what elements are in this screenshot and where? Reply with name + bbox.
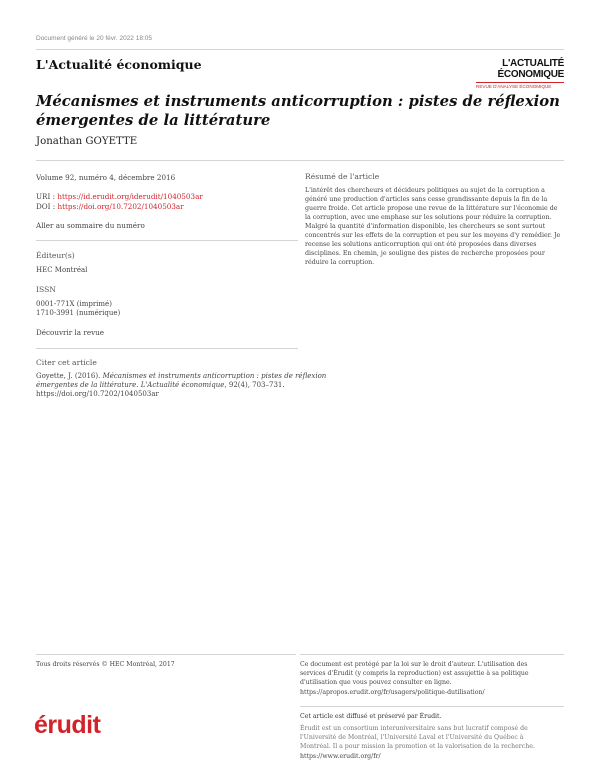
left-divider-1: [36, 240, 298, 241]
author-divider: [36, 160, 564, 161]
article-title-line2: émergentes de la littérature: [36, 112, 271, 129]
abstract-heading: Résumé de l'article: [305, 172, 380, 181]
legal-notice-line: services d'Érudit (y compris la reproduction) est assujettie à sa politique: [300, 670, 529, 677]
doi-label: DOI :: [36, 202, 58, 211]
uri-line: [36, 192, 203, 202]
footer-divider-2-right: [300, 706, 564, 707]
abstract-line: réduire la corruption.: [305, 259, 375, 266]
abstract-line: concentrés sur les effets de la corruption et peu sur les moyens d'y remédier. Je: [305, 232, 561, 239]
article-title: [36, 92, 560, 130]
left-divider-2: [36, 348, 298, 349]
citation: [36, 372, 327, 399]
issn-heading: ISSN: [36, 285, 56, 294]
journal-logo: [476, 58, 564, 90]
uri-label: URI :: [36, 192, 58, 201]
article-author: Jonathan GOYETTE: [36, 136, 138, 147]
journal-name: L'Actualité économique: [36, 57, 202, 72]
citation-line2: émergentes de la littérature. L'Actualité économique, 92(4), 703–731.: [36, 381, 285, 389]
cite-heading: Citer cet article: [36, 358, 97, 367]
preserved-text-line: l'Université de Montréal, l'Université Laval et l'Université du Québec à: [300, 734, 524, 741]
editor-name: HEC Montréal: [36, 266, 88, 274]
journal-logo-line2: ÉCONOMIQUE: [497, 69, 564, 80]
issn-print: 0001-771X (imprimé): [36, 300, 112, 308]
abstract-text: [305, 186, 567, 267]
editor-heading: Éditeur(s): [36, 251, 75, 260]
rights-notice: Tous droits réservés © HEC Montréal, 2017: [36, 661, 175, 668]
preserved-text-line: Montréal. Il a pour mission la promotion et la valorisation de la recherche.: [300, 743, 535, 750]
preserved-text-line: Érudit est un consortium interuniversitaire sans but lucratif composé de: [300, 725, 528, 732]
preserved-heading: Cet article est diffusé et préservé par Érudit.: [300, 713, 442, 720]
footer-divider-left: [36, 654, 296, 655]
top-divider: [36, 49, 564, 50]
discover-link[interactable]: Découvrir la revue: [36, 328, 105, 337]
abstract-line: généré une production d'articles sans cesse grandissante depuis la fin de la: [305, 196, 548, 203]
abstract-line: Malgré la quantité d'information disponible, les chercheurs se sont surtout: [305, 223, 546, 230]
citation-line1: Goyette, J. (2016). Mécanismes et instruments anticorruption : pistes de réflexion: [36, 372, 327, 380]
journal-logo-subtitle: REVUE D'ANALYSE ÉCONOMIQUE: [476, 84, 552, 89]
legal-notice-line: Ce document est protégé par la loi sur le droit d'auteur. L'utilisation des: [300, 661, 528, 668]
abstract-line: L'intérêt des chercheurs et décideurs politiques au sujet de la corruption a: [305, 187, 545, 194]
abstract-line: recense les solutions anticorruption qui ont été proposées dans diverses: [305, 241, 537, 248]
generated-date: Document généré le 20 févr. 2022 18:05: [36, 35, 152, 42]
issn-digital: 1710-3991 (numérique): [36, 309, 121, 317]
preserved-text: [300, 724, 535, 751]
summary-link[interactable]: Aller au sommaire du numéro: [36, 221, 145, 230]
doi-line: [36, 202, 184, 212]
journal-logo-line1: L'ACTUALITÉ: [502, 58, 564, 69]
abstract-line: disciplines. En chemin, je souligne des pistes de recherche proposées pour: [305, 250, 545, 257]
abstract-line: guerre froide. Cet article propose une revue de la littérature sur l'économie de: [305, 205, 558, 212]
article-title-line1: Mécanismes et instruments anticorruption : pistes de réflexion: [36, 93, 560, 110]
volume-info: Volume 92, numéro 4, décembre 2016: [36, 173, 176, 182]
footer-divider-right: [300, 654, 564, 655]
abstract-line: la corruption, avec une emphase sur les solutions pour réduire la corruption.: [305, 214, 552, 221]
uri-link[interactable]: https://id.erudit.org/iderudit/1040503ar: [57, 192, 203, 201]
doi-link[interactable]: https://doi.org/10.7202/1040503ar: [57, 202, 184, 211]
legal-notice-line: d'utilisation que vous pouvez consulter en ligne.: [300, 679, 452, 686]
erudit-link[interactable]: https://www.erudit.org/fr/: [300, 753, 381, 760]
legal-notice: [300, 660, 529, 687]
legal-link[interactable]: https://apropos.erudit.org/fr/usagers/politique-dutilisation/: [300, 689, 485, 696]
citation-line3: https://doi.org/10.7202/1040503ar: [36, 390, 159, 398]
erudit-logo: érudit: [34, 711, 101, 739]
